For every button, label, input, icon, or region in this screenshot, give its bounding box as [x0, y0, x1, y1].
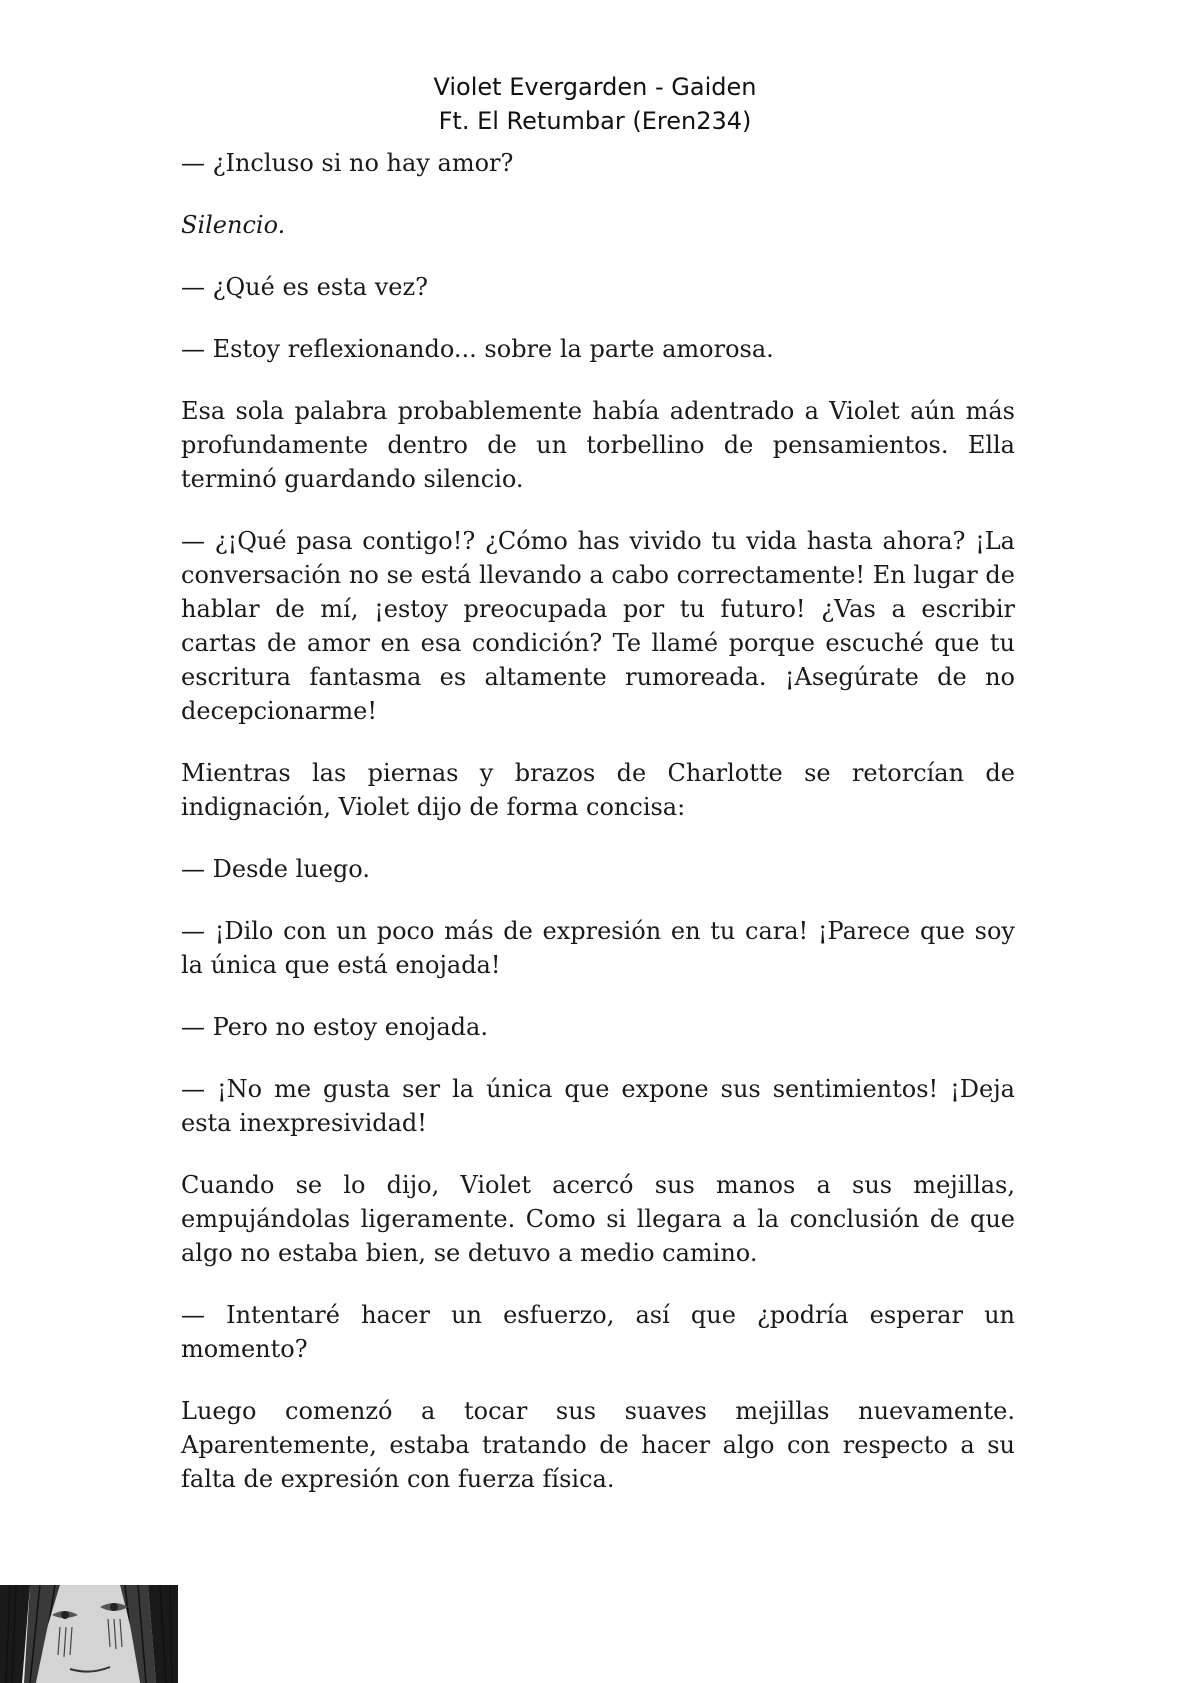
paragraph: — ¿Qué es esta vez?: [181, 273, 428, 301]
paragraph: — ¿Incluso si no hay amor?: [181, 149, 514, 177]
paragraph: — Pero no estoy enojada.: [181, 1013, 488, 1041]
paragraph: Cuando se lo dijo, Violet acercó sus manos a sus mejillas, empujándolas ligeramente. Como si llegara a la conclusión de que algo no estaba bien, se detuvo a medio camino.: [181, 1171, 1015, 1267]
header-title: Violet Evergarden - Gaiden: [433, 73, 757, 101]
document-body: [181, 146, 1015, 1524]
paragraph: — Desde luego.: [181, 855, 370, 883]
paragraph: — Estoy reflexionando... sobre la parte amorosa.: [181, 335, 774, 363]
paragraph: Silencio.: [181, 211, 286, 239]
paragraph: — ¿¡Qué pasa contigo!? ¿Cómo has vivido tu vida hasta ahora? ¡La conversación no se está llevando a cabo correctamente! En lugar de hablar de mí, ¡estoy preocupada por tu futuro! ¿Vas a escribir cartas de amor en esa condición? Te llamé porque escuché que tu escritura fantasma es altamente rumoreada. ¡Asegúrate de no decepcionarme!: [181, 527, 1015, 725]
paragraph: — ¡Dilo con un poco más de expresión en tu cara! ¡Parece que soy la única que está enojada!: [181, 917, 1015, 979]
paragraph: — Intentaré hacer un esfuerzo, así que ¿podría esperar un momento?: [181, 1301, 1015, 1363]
page-header: [0, 70, 1190, 138]
paragraph: — ¡No me gusta ser la única que expone sus sentimientos! ¡Deja esta inexpresividad!: [181, 1075, 1015, 1137]
character-portrait-image: [0, 1585, 178, 1683]
header-subtitle: Ft. El Retumbar (Eren234): [438, 107, 752, 135]
paragraph: Mientras las piernas y brazos de Charlotte se retorcían de indignación, Violet dijo de forma concisa:: [181, 759, 1015, 821]
paragraph: Esa sola palabra probablemente había adentrado a Violet aún más profundamente dentro de un torbellino de pensamientos. Ella terminó guardando silencio.: [181, 397, 1015, 493]
paragraph: Luego comenzó a tocar sus suaves mejillas nuevamente. Aparentemente, estaba tratando de hacer algo con respecto a su falta de expresión con fuerza física.: [181, 1397, 1015, 1493]
